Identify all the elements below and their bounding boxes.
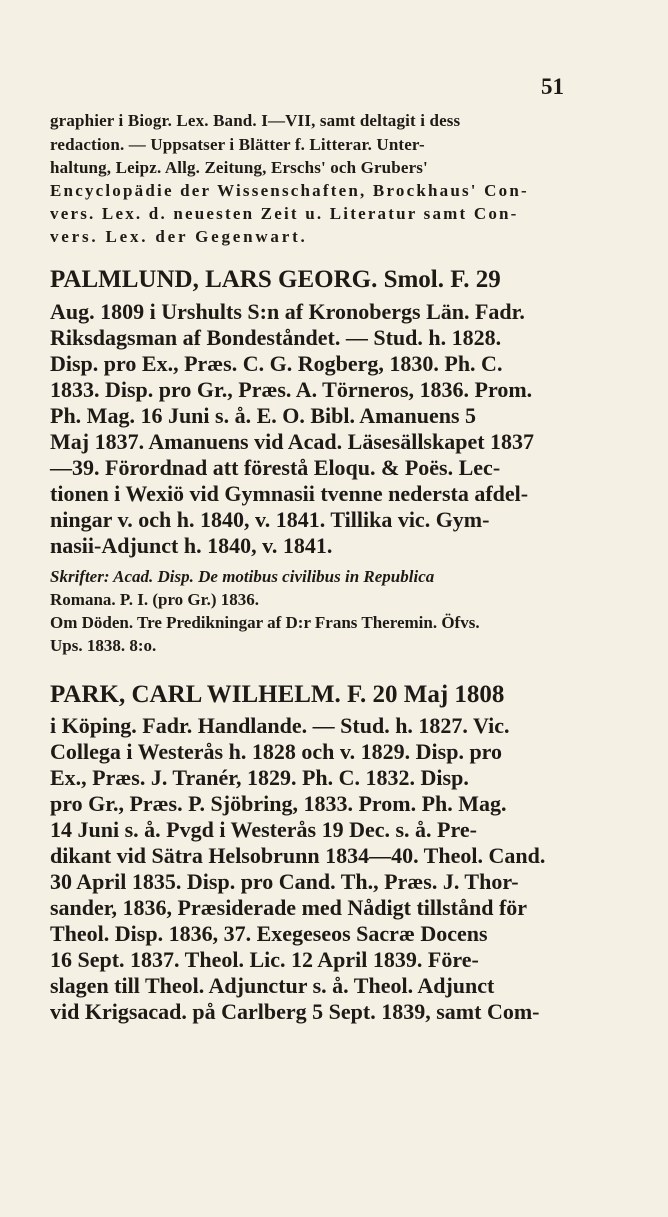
entry-text-line: Theol. Disp. 1836, 37. Exegeseos Sacræ Docens	[50, 921, 488, 946]
page-number: 51	[541, 74, 564, 99]
bibliography-line: Ups. 1838. 8:o.	[50, 636, 157, 655]
entry-text-line: dikant vid Sätra Helsobrunn 1834—40. Theol. Cand.	[50, 843, 546, 868]
bibliography-line: Romana. P. I. (pro Gr.) 1836.	[50, 590, 260, 609]
entry-text-line: Maj 1837. Amanuens vid Acad. Läsesällskapet 1837	[50, 429, 535, 454]
entry-text-line: pro Gr., Præs. P. Sjöbring, 1833. Prom. Ph. Mag.	[50, 791, 507, 816]
entry-text-line: slagen till Theol. Adjunctur s. å. Theol. Adjunct	[50, 973, 495, 998]
entry-text-line: Collega i Westerås h. 1828 och v. 1829. Disp. pro	[50, 739, 503, 764]
entry-text-line: tionen i Wexiö vid Gymnasii tvenne nedersta afdel-	[50, 481, 529, 506]
entry-heading: PALMLUND, LARS GEORG. Smol. F. 29	[50, 266, 501, 293]
entry-text-line: sander, 1836, Præsiderade med Nådigt tillstånd för	[50, 895, 528, 920]
text-line: vers. Lex. d. neuesten Zeit u. Literatur samt Con-	[50, 204, 519, 223]
entry-text-line: Ex., Præs. J. Tranér, 1829. Ph. C. 1832. Disp.	[50, 765, 469, 790]
entry-text-line: Ph. Mag. 16 Juni s. å. E. O. Bibl. Amanuens 5	[50, 403, 477, 428]
entry-text-line: 30 April 1835. Disp. pro Cand. Th., Præs. J. Thor-	[50, 869, 519, 894]
entry-text-line: Aug. 1809 i Urshults S:n af Kronobergs Län. Fadr.	[50, 299, 525, 324]
text-line: graphier i Biogr. Lex. Band. I—VII, samt deltagit i dess	[50, 111, 461, 130]
entry-text-line: Disp. pro Ex., Præs. C. G. Rogberg, 1830. Ph. C.	[50, 351, 503, 376]
entry-text-line: vid Krigsacad. på Carlberg 5 Sept. 1839, samt Com-	[50, 999, 540, 1024]
text-line: vers. Lex. der Gegenwart.	[50, 227, 308, 246]
bibliography-line: Om Döden. Tre Predikningar af D:r Frans Theremin. Öfvs.	[50, 613, 480, 632]
text-line: redaction. — Uppsatser i Blätter f. Litterar. Unter-	[50, 135, 425, 154]
entry-text-line: Riksdagsman af Bondeståndet. — Stud. h. 1828.	[50, 325, 502, 350]
text-line: Encyclopädie der Wissenschaften, Brockhaus' Con-	[50, 181, 529, 200]
entry-text-line: ningar v. och h. 1840, v. 1841. Tillika vic. Gym-	[50, 507, 490, 532]
bibliography-line: Skrifter: Acad. Disp. De motibus civilibus in Republica	[50, 567, 435, 586]
text-line: haltung, Leipz. Allg. Zeitung, Erschs' och Grubers'	[50, 158, 428, 177]
entry-text-line: 14 Juni s. å. Pvgd i Westerås 19 Dec. s. å. Pre-	[50, 817, 477, 842]
entry-heading: PARK, CARL WILHELM. F. 20 Maj 1808	[50, 681, 505, 708]
entry-text-line: nasii-Adjunct h. 1840, v. 1841.	[50, 533, 333, 558]
entry-text-line: 16 Sept. 1837. Theol. Lic. 12 April 1839. Före-	[50, 947, 479, 972]
entry-text-line: 1833. Disp. pro Gr., Præs. A. Törneros, 1836. Prom.	[50, 377, 533, 402]
entry-text-line: —39. Förordnad att förestå Eloqu. & Poës. Lec-	[50, 455, 501, 480]
entry-text-line: i Köping. Fadr. Handlande. — Stud. h. 1827. Vic.	[50, 713, 510, 738]
